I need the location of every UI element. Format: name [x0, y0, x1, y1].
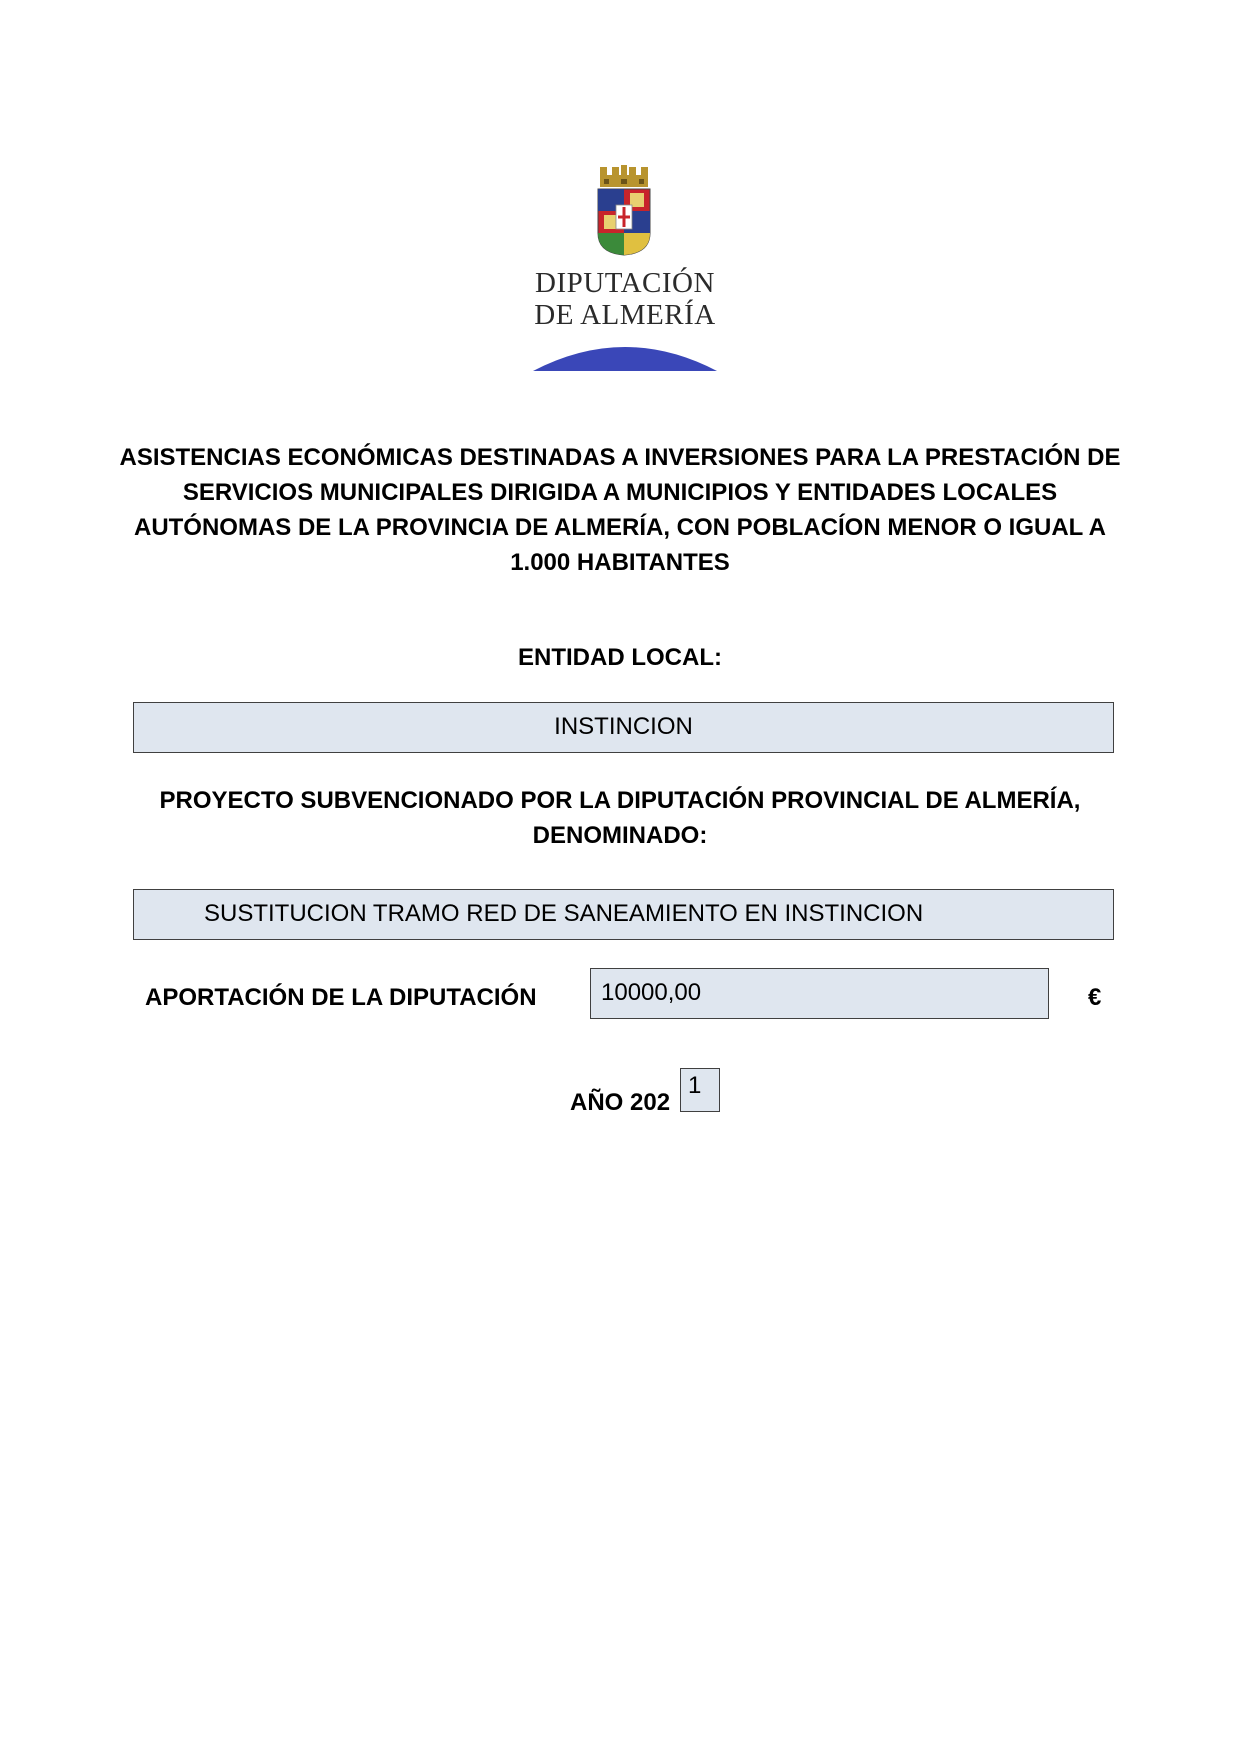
anio-digit-value: 1	[688, 1072, 702, 1099]
logo-line-1: DIPUTACIÓN	[535, 267, 715, 299]
logo-arc	[530, 337, 720, 371]
anio-label: AÑO 202	[570, 1089, 671, 1116]
entidad-local-value: INSTINCION	[554, 713, 693, 740]
proyecto-label-line-1: PROYECTO SUBVENCIONADO POR LA DIPUTACIÓN PROVINCIAL DE ALMERÍA,	[159, 787, 1081, 814]
entidad-local-field[interactable]	[133, 702, 1114, 753]
logo-line-2: DE ALMERÍA	[534, 299, 716, 331]
aportacion-field[interactable]	[590, 968, 1049, 1019]
proyecto-field[interactable]	[133, 889, 1114, 940]
proyecto-value: SUSTITUCION TRAMO RED DE SANEAMIENTO EN INSTINCION	[204, 900, 924, 927]
proyecto-label-line-2: DENOMINADO:	[532, 822, 708, 849]
logo-wordmark	[530, 267, 720, 331]
diputacion-logo	[530, 165, 720, 370]
entidad-local-label: ENTIDAD LOCAL:	[518, 644, 722, 671]
anio-digit-field[interactable]	[680, 1068, 720, 1112]
document-title: ASISTENCIAS ECONÓMICAS DESTINADAS A INVERSIONES PARA LA PRESTACIÓN DE SERVICIOS MUNICIPALES DIRIGIDA A MUNICIPIOS Y ENTIDADES LOCALES AUTÓNOMAS DE LA PROVINCIA DE ALMERÍA, CON POBLACÍON MENOR O IGUAL A 1.000 HABITANTES	[119, 444, 1121, 576]
aportacion-value: 10000,00	[601, 979, 702, 1006]
aportacion-label: APORTACIÓN DE LA DIPUTACIÓN	[145, 984, 537, 1011]
currency-symbol: €	[1088, 984, 1102, 1011]
proyecto-label	[110, 783, 1130, 853]
coat-of-arms-icon	[594, 165, 654, 257]
